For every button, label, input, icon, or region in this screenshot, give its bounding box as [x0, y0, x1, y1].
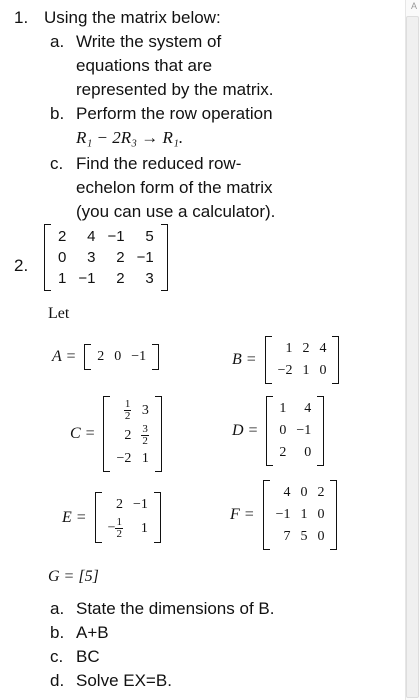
q1-a-label: a.	[50, 32, 65, 51]
matrix-f: F = 4 0 2 −1 1 0 7 5 0	[230, 480, 337, 550]
q1-b-operation: R₁ − 2R₃ → R₁.	[76, 128, 184, 147]
q1-number: 1.	[14, 8, 29, 27]
matrix-d: D = 1 4 0 −1 2 0	[232, 396, 324, 466]
q1-c-line2: echelon form of the matrix	[76, 178, 273, 197]
q1-matrix: 2 4 −1 5 0 3 2 −1 1 −1 2 3	[44, 224, 168, 291]
q1-b-text: Perform the row operation	[76, 104, 273, 123]
q1-a-line3: represented by the matrix.	[76, 80, 274, 99]
q1-title: Using the matrix below:	[44, 8, 221, 27]
q2-d-label: d.	[50, 671, 65, 690]
q2-d-text: Solve EX=B.	[76, 671, 172, 690]
q2-a-text: State the dimensions of B.	[76, 599, 275, 618]
q1-c-label: c.	[50, 154, 64, 173]
q2-let: Let	[48, 305, 70, 322]
matrix-g: G = [5]	[48, 568, 99, 585]
scroll-thumb[interactable]	[406, 16, 419, 698]
q2-c-label: c.	[50, 647, 64, 666]
q2-c-text: BC	[76, 647, 100, 666]
matrix-a: A = 2 0 −1	[52, 344, 159, 370]
q2-a-label: a.	[50, 599, 65, 618]
q1-a-line2: equations that are	[76, 56, 213, 75]
q2-number: 2.	[14, 256, 29, 275]
corner-mark: A	[410, 1, 417, 11]
matrix-c: C = $\frac{1}{2}$ 3 2 $\frac{3}{2}$ −2 1	[70, 396, 162, 472]
q2-b-text: A+B	[76, 623, 109, 642]
matrix-e: E = 2 −1 − $\frac{1}{2}$ 1	[62, 492, 161, 543]
q1-b-label: b.	[50, 104, 65, 123]
q1-c-line1: Find the reduced row-	[76, 154, 242, 173]
q1-a-line1: Write the system of	[76, 32, 222, 51]
q1-c-line3: (you can use a calculator).	[76, 202, 276, 221]
scrollbar[interactable]	[405, 0, 420, 700]
q2-b-label: b.	[50, 623, 65, 642]
matrix-b: B = 1 2 4 −2 1 0	[232, 336, 339, 384]
